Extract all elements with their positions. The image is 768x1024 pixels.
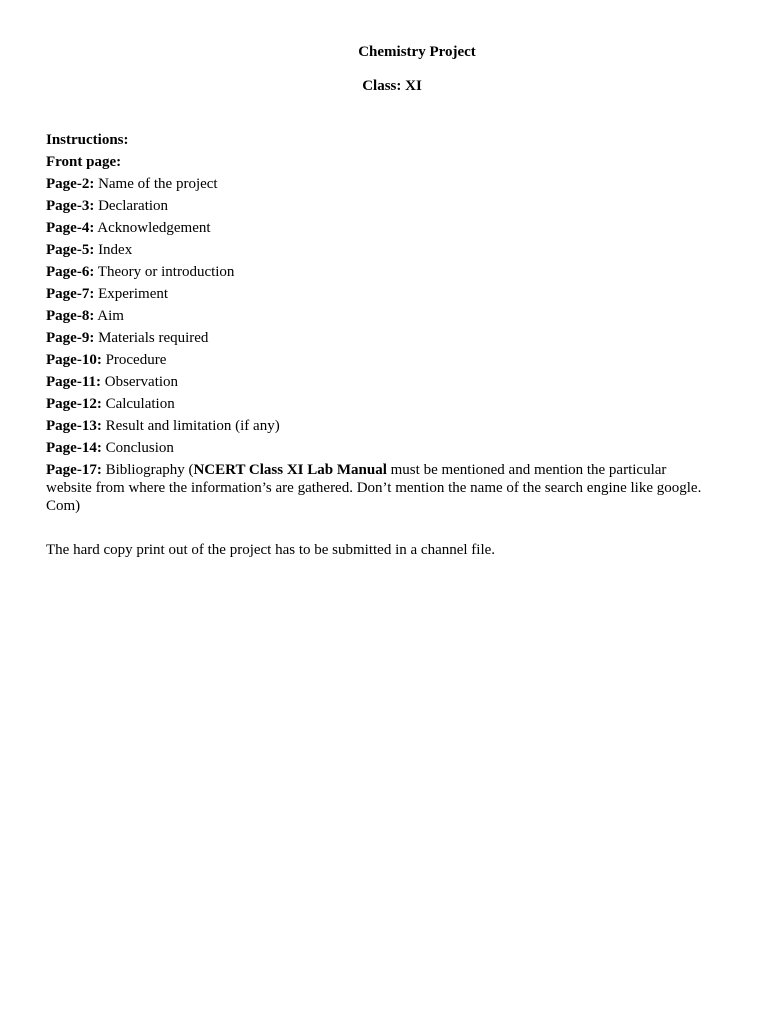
- bibliography-item: [46, 461, 706, 515]
- page-item: [46, 307, 706, 325]
- page-number-label: Page-17:: [46, 462, 102, 478]
- page-description: Procedure: [105, 352, 167, 368]
- page-number-label: Page-8:: [46, 308, 95, 324]
- page-item: [46, 329, 706, 347]
- page-number-label: Page-12:: [46, 396, 102, 412]
- class-label: Class: XI: [362, 78, 422, 94]
- front-page-label: Front page:: [46, 154, 122, 170]
- page-item: [46, 351, 706, 369]
- page-item: [46, 285, 706, 303]
- page-description: Aim: [97, 308, 124, 324]
- page-description: Observation: [104, 374, 179, 390]
- bibliography-text-before: Bibliography (: [105, 462, 194, 478]
- page-description: Index: [98, 242, 133, 258]
- page-number-label: Page-14:: [46, 440, 102, 456]
- submission-note: The hard copy print out of the project has to be submitted in a channel file.: [46, 542, 496, 558]
- page-number-label: Page-7:: [46, 286, 95, 302]
- page-description: Calculation: [105, 396, 175, 412]
- page-item: [46, 439, 706, 457]
- page-number-label: Page-6:: [46, 264, 95, 280]
- page-number-label: Page-11:: [46, 374, 101, 390]
- page-item: [46, 219, 706, 237]
- page-description: Experiment: [98, 286, 169, 302]
- page-description: Acknowledgement: [97, 220, 211, 236]
- page-description: Conclusion: [105, 440, 174, 456]
- page-number-label: Page-10:: [46, 352, 102, 368]
- bibliography-text-after: must be mentioned and mention the particular website from where the information’s are gathered. Don’t mention the name of the search engine like google. Com): [46, 462, 702, 514]
- page-item: [46, 373, 706, 391]
- page-number-label: Page-4:: [46, 220, 95, 236]
- page-item: [46, 395, 706, 413]
- page-item: [46, 241, 706, 259]
- page-number-label: Page-9:: [46, 330, 95, 346]
- instructions-heading: Instructions:: [46, 132, 129, 148]
- page-description: Materials required: [98, 330, 209, 346]
- page-number-label: Page-5:: [46, 242, 95, 258]
- page-number-label: Page-2:: [46, 176, 95, 192]
- page-item: [46, 417, 706, 435]
- page-description: Name of the project: [98, 176, 218, 192]
- page-number-label: Page-13:: [46, 418, 102, 434]
- page-item: [46, 197, 706, 215]
- page-description: Theory or introduction: [97, 264, 235, 280]
- page-item: [46, 175, 706, 193]
- document-title: Chemistry Project: [358, 44, 476, 60]
- page-item: [46, 263, 706, 281]
- instructions-section: [46, 131, 706, 515]
- page-description: Result and limitation (if any): [105, 418, 280, 434]
- page-description: Declaration: [98, 198, 169, 214]
- bibliography-reference: NCERT Class XI Lab Manual: [193, 462, 387, 478]
- page-number-label: Page-3:: [46, 198, 95, 214]
